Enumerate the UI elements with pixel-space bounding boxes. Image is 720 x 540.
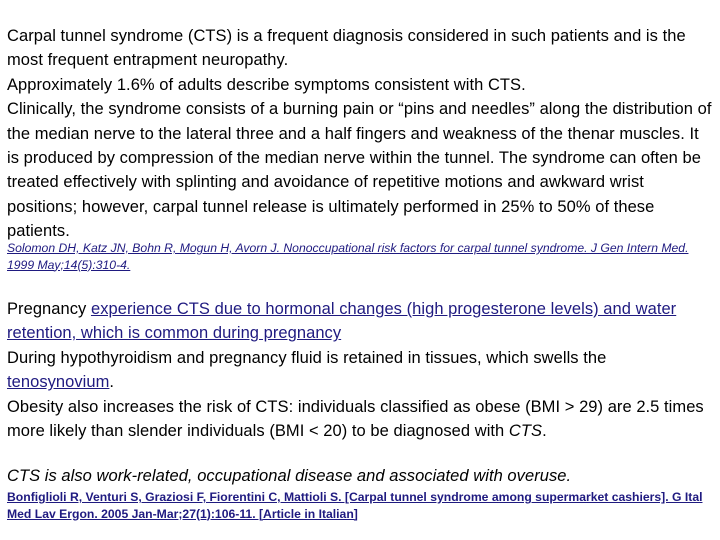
pregnancy-link[interactable]: experience CTS due to hormonal changes (high progesterone levels) and water retention, which is common during pregnancy [7, 300, 677, 343]
work-related-statement: CTS is also work-related, occupational disease and associated with overuse. [7, 467, 572, 485]
obesity-cts-italic: CTS [508, 422, 543, 441]
obesity-text: Obesity also increases the risk of CTS: individuals classified as obese (BMI > 29) are 2.5 times more likely than slender individuals (BMI < 20) to be diagnosed with [7, 397, 704, 441]
hypothyroidism-text: During hypothyroidism and pregnancy fluid is retained in tissues, which swells the [7, 348, 607, 367]
reference-solomon[interactable]: Solomon DH, Katz JN, Bohn R, Mogun H, Avorn J. Nonoccupational risk factors for carpal tunnel syndrome. J Gen Intern Med. 1999 May;14(5):310-4. [7, 241, 689, 272]
pregnancy-paragraph [7, 297, 715, 346]
obesity-period: . [542, 422, 547, 441]
cts-definition-block [7, 24, 715, 244]
reference-bonfiglioli[interactable]: Bonfiglioli R, Venturi S, Graziosi F, Fiorentini C, Mattioli S. [Carpal tunnel syndrome among supermarket cashiers]. G Ital Med Lav Ergon. 2005 Jan-Mar;27(1):106-11. [Article in Italian] [7, 490, 703, 521]
risk-factors-block [7, 297, 715, 443]
prevalence-paragraph: Approximately 1.6% of adults describe symptoms consistent with CTS. [7, 75, 526, 94]
hypothyroidism-paragraph [7, 346, 715, 395]
pregnancy-label: Pregnancy [7, 300, 91, 318]
obesity-paragraph [7, 395, 715, 444]
tenosynovium-link[interactable]: tenosynovium [7, 373, 110, 392]
clinical-description-paragraph: Clinically, the syndrome consists of a burning pain or “pins and needles” along the distribution of the median nerve to the lateral three and a half fingers and weakness of the thenar muscles. It is produced by compression of the median nerve within the tunnel. The syndrome can often be treated effectively with splinting and avoidance of repetitive motions and awkward wrist positions; however, carpal tunnel release is ultimately performed in 25% to 50% of these patients. [7, 100, 712, 241]
cts-definition-paragraph: Carpal tunnel syndrome (CTS) is a frequent diagnosis considered in such patients and is the most frequent entrapment neuropathy. [7, 27, 686, 70]
hypothyroidism-period: . [109, 373, 115, 392]
